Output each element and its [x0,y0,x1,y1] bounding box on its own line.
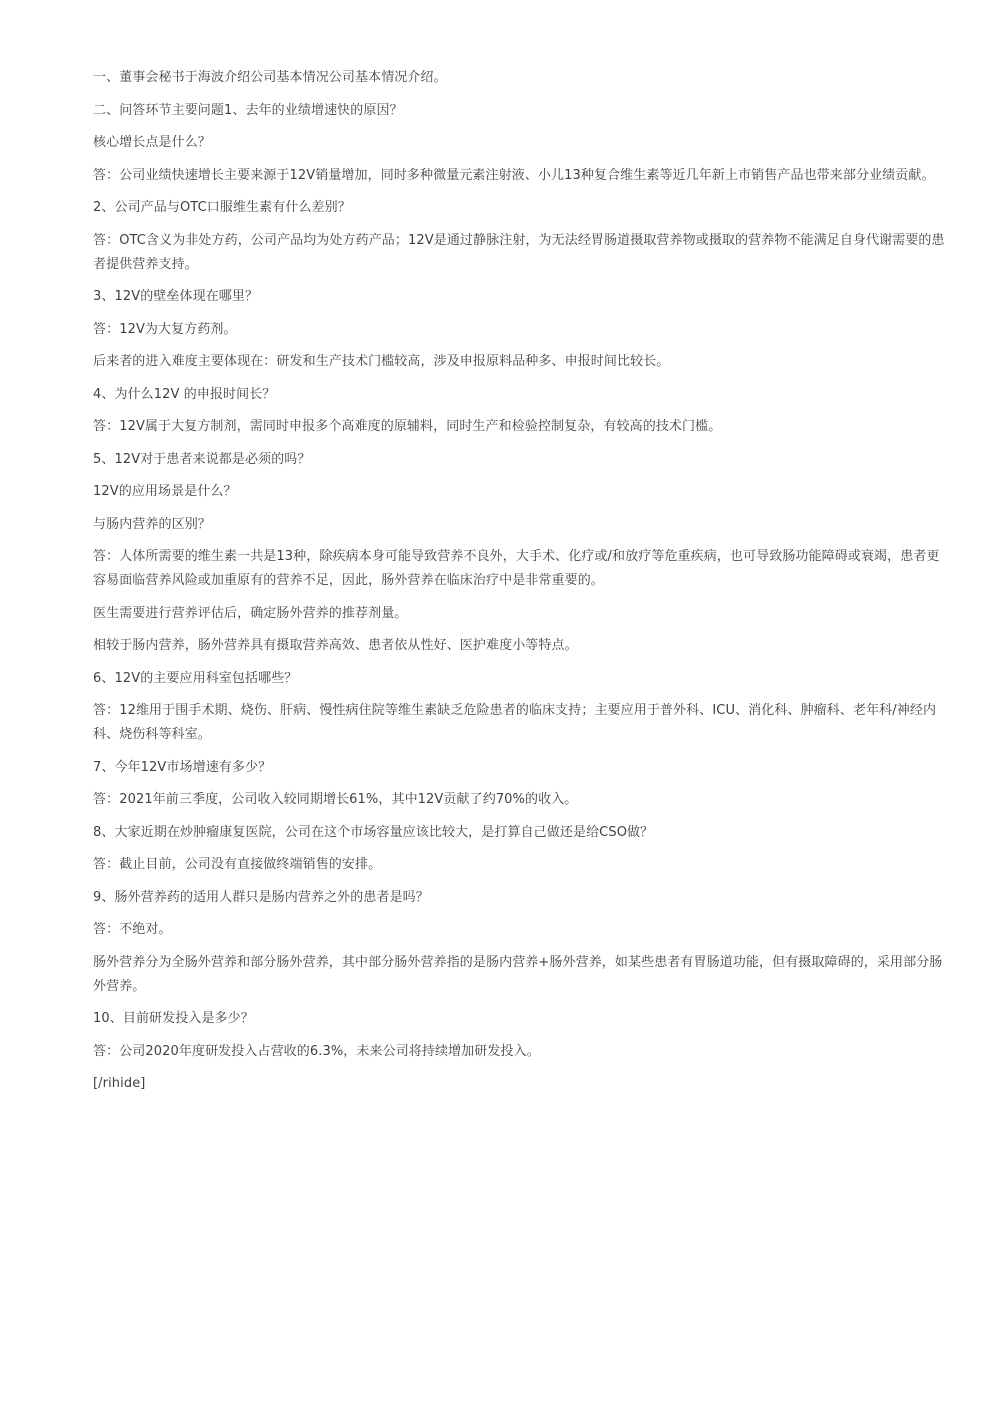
question-9: 9、肠外营养药的适用人群只是肠内营养之外的患者是吗？ [93,889,429,905]
answer-2: 答：OTC含义为非处方药，公司产品均为处方药产品；12V是通过静脉注射，为无法经胃肠道摄取营养物或摄取的营养物不能满足自身代谢需要的患者提供营养支持。 [93,232,945,272]
answer-7: 答：2021年前三季度，公司收入较同期增长61%，其中12V贡献了约70%的收入。 [93,792,578,807]
question-10: 10、目前研发投入是多少？ [93,1011,254,1026]
paragraph-intro: 一、董事会秘书于海波介绍公司基本情况公司基本情况介绍。 [93,70,447,85]
document-body [93,66,945,1105]
question-1: 二、问答环节主要问题1、去年的业绩增速快的原因？ [93,102,403,118]
answer-9-detail: 肠外营养分为全肠外营养和部分肠外营养，其中部分肠外营养指的是肠内营养+肠外营养，如某些患者有胃肠道功能，但有摄取障碍的，采用部分肠外营养。 [93,954,943,994]
closing-tag: [/rihide] [93,1076,146,1091]
question-7: 7、今年12V市场增速有多少？ [93,759,272,775]
answer-5-detail-a: 医生需要进行营养评估后，确定肠外营养的推荐剂量。 [93,605,408,621]
question-3: 3、12V的壁垒体现在哪里？ [93,289,259,304]
question-2: 2、公司产品与OTC口服维生素有什么差别？ [93,200,351,215]
answer-3: 答：12V为大复方药剂。 [93,321,237,337]
answer-5: 答：人体所需要的维生素一共是13种，除疾病本身可能导致营养不良外，大手术、化疗或/和放疗等危重疾病，也可导致肠功能障碍或衰竭，患者更容易面临营养风险或加重原有的营养不足，因此，肠外营养在临床治疗中是非常重要的。 [93,549,940,588]
answer-6: 答：12维用于围手术期、烧伤、肝病、慢性病住院等维生素缺乏危险患者的临床支持；主要应用于普外科、ICU、消化科、肿瘤科、老年科/神经内科、烧伤科等科室。 [93,703,937,742]
answer-3-detail: 后来者的进入难度主要体现在：研发和生产技术门槛较高，涉及申报原料品种多、申报时间比较长。 [93,354,670,369]
question-4: 4、为什么12V 的申报时间长？ [93,386,276,402]
question-5-sub-a: 12V的应用场景是什么？ [93,484,237,499]
question-1-sub: 核心增长点是什么？ [93,135,211,150]
question-5: 5、12V对于患者来说都是必须的吗？ [93,451,311,467]
answer-1: 答：公司业绩快速增长主要来源于12V销量增加，同时多种微量元素注射液、小儿13种复合维生素等近几年新上市销售产品也带来部分业绩贡献。 [93,167,935,183]
answer-10: 答：公司2020年度研发投入占营收的6.3%，未来公司将持续增加研发投入。 [93,1043,540,1059]
question-5-sub-b: 与肠内营养的区别？ [93,516,211,532]
answer-5-detail-b: 相较于肠内营养，肠外营养具有摄取营养高效、患者依从性好、医护难度小等特点。 [93,638,578,653]
answer-9: 答：不绝对。 [93,922,172,937]
answer-8: 答：截止目前，公司没有直接做终端销售的安排。 [93,857,382,872]
answer-4: 答：12V属于大复方制剂，需同时申报多个高难度的原辅料，同时生产和检验控制复杂，有较高的技术门槛。 [93,419,722,434]
question-6: 6、12V的主要应用科室包括哪些？ [93,670,298,686]
question-8: 8、大家近期在炒肿瘤康复医院，公司在这个市场容量应该比较大，是打算自己做还是给CSO做？ [93,824,654,840]
